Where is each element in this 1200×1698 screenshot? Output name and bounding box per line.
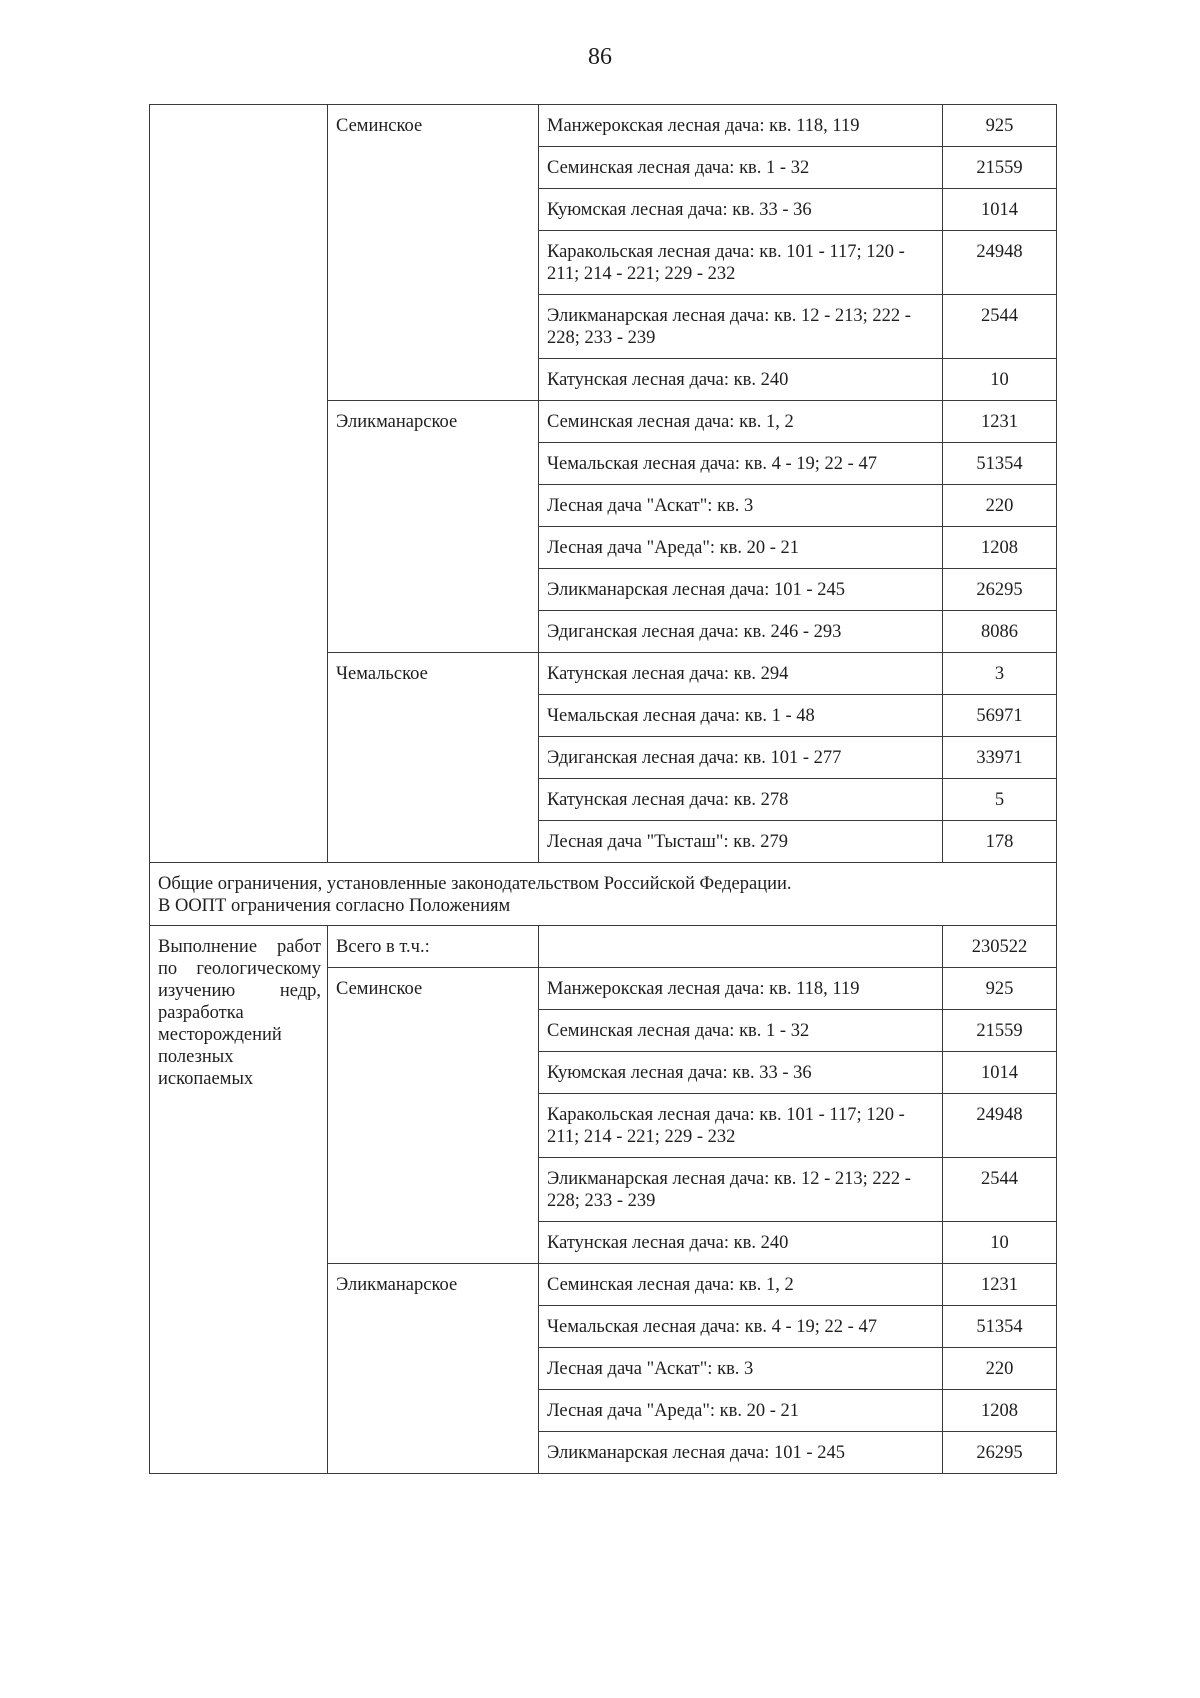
area-cell: 1231	[943, 401, 1057, 443]
area-cell: 26295	[943, 1432, 1057, 1474]
forest-cell: Эликманарская лесная дача: кв. 12 - 213; 222 - 228; 233 - 239	[539, 295, 943, 359]
activity-cell	[150, 105, 328, 863]
forest-cell: Чемальская лесная дача: кв. 4 - 19; 22 - 47	[539, 443, 943, 485]
forest-cell: Лесная дача "Аскат": кв. 3	[539, 1348, 943, 1390]
area-cell: 24948	[943, 1094, 1057, 1158]
area-cell: 51354	[943, 443, 1057, 485]
forest-cell: Манжерокская лесная дача: кв. 118, 119	[539, 968, 943, 1010]
area-cell: 2544	[943, 1158, 1057, 1222]
forest-cell: Катунская лесная дача: кв. 240	[539, 1222, 943, 1264]
activity-cell: Выполнение работ по геологическому изучению недр, разработка месторождений полезных ископаемых	[150, 926, 328, 1474]
table-body	[150, 105, 1057, 1474]
area-cell: 10	[943, 1222, 1057, 1264]
table-row	[150, 105, 1057, 147]
district-cell: Семинское	[328, 105, 539, 401]
forest-cell: Эдиганская лесная дача: кв. 101 - 277	[539, 737, 943, 779]
area-cell: 220	[943, 485, 1057, 527]
area-cell: 51354	[943, 1306, 1057, 1348]
area-cell: 925	[943, 968, 1057, 1010]
forest-cell: Эликманарская лесная дача: кв. 12 - 213; 222 - 228; 233 - 239	[539, 1158, 943, 1222]
area-cell: 1208	[943, 527, 1057, 569]
forest-cell: Эдиганская лесная дача: кв. 246 - 293	[539, 611, 943, 653]
forest-cell: Лесная дача "Ареда": кв. 20 - 21	[539, 1390, 943, 1432]
area-cell: 220	[943, 1348, 1057, 1390]
forest-cell: Семинская лесная дача: кв. 1 - 32	[539, 1010, 943, 1052]
forest-cell: Куюмская лесная дача: кв. 33 - 36	[539, 189, 943, 231]
area-cell: 3	[943, 653, 1057, 695]
area-cell: 178	[943, 821, 1057, 863]
area-cell: 1208	[943, 1390, 1057, 1432]
forest-cell: Семинская лесная дача: кв. 1, 2	[539, 401, 943, 443]
area-cell: 33971	[943, 737, 1057, 779]
district-cell: Чемальское	[328, 653, 539, 863]
page-number: 86	[588, 44, 612, 70]
area-cell: 21559	[943, 1010, 1057, 1052]
forest-cell: Эликманарская лесная дача: 101 - 245	[539, 1432, 943, 1474]
restrictions-note-cell	[150, 863, 1057, 926]
restrictions-note-line: Общие ограничения, установленные законодательством Российской Федерации.	[158, 874, 792, 894]
forest-cell: Чемальская лесная дача: кв. 1 - 48	[539, 695, 943, 737]
area-cell: 56971	[943, 695, 1057, 737]
area-cell: 925	[943, 105, 1057, 147]
forest-cell: Катунская лесная дача: кв. 240	[539, 359, 943, 401]
forest-cell: Чемальская лесная дача: кв. 4 - 19; 22 - 47	[539, 1306, 943, 1348]
area-cell: 1231	[943, 1264, 1057, 1306]
area-cell: 8086	[943, 611, 1057, 653]
forest-cell: Каракольская лесная дача: кв. 101 - 117; 120 - 211; 214 - 221; 229 - 232	[539, 1094, 943, 1158]
area-cell: 10	[943, 359, 1057, 401]
area-cell: 21559	[943, 147, 1057, 189]
area-cell: 5	[943, 779, 1057, 821]
forest-cell: Семинская лесная дача: кв. 1 - 32	[539, 147, 943, 189]
forest-cell: Катунская лесная дача: кв. 294	[539, 653, 943, 695]
area-cell: 26295	[943, 569, 1057, 611]
forest-cell: Семинская лесная дача: кв. 1, 2	[539, 1264, 943, 1306]
forest-cell: Манжерокская лесная дача: кв. 118, 119	[539, 105, 943, 147]
total-value-cell: 230522	[943, 926, 1057, 968]
forest-cell: Эликманарская лесная дача: 101 - 245	[539, 569, 943, 611]
area-cell: 1014	[943, 1052, 1057, 1094]
restrictions-note-line: В ООПТ ограничения согласно Положениям	[158, 896, 511, 916]
forest-cell: Катунская лесная дача: кв. 278	[539, 779, 943, 821]
area-cell: 24948	[943, 231, 1057, 295]
forest-cell: Куюмская лесная дача: кв. 33 - 36	[539, 1052, 943, 1094]
forest-cell: Каракольская лесная дача: кв. 101 - 117; 120 - 211; 214 - 221; 229 - 232	[539, 231, 943, 295]
forest-cell: Лесная дача "Тысташ": кв. 279	[539, 821, 943, 863]
district-cell: Эликманарское	[328, 1264, 539, 1474]
forest-cell: Лесная дача "Аскат": кв. 3	[539, 485, 943, 527]
total-label-cell: Всего в т.ч.:	[328, 926, 539, 968]
restrictions-table	[149, 104, 1057, 1474]
total-row	[150, 926, 1057, 968]
area-cell: 2544	[943, 295, 1057, 359]
district-cell: Семинское	[328, 968, 539, 1264]
area-cell: 1014	[943, 189, 1057, 231]
forest-cell	[539, 926, 943, 968]
restrictions-note-row	[150, 863, 1057, 926]
district-cell: Эликманарское	[328, 401, 539, 653]
forest-cell: Лесная дача "Ареда": кв. 20 - 21	[539, 527, 943, 569]
